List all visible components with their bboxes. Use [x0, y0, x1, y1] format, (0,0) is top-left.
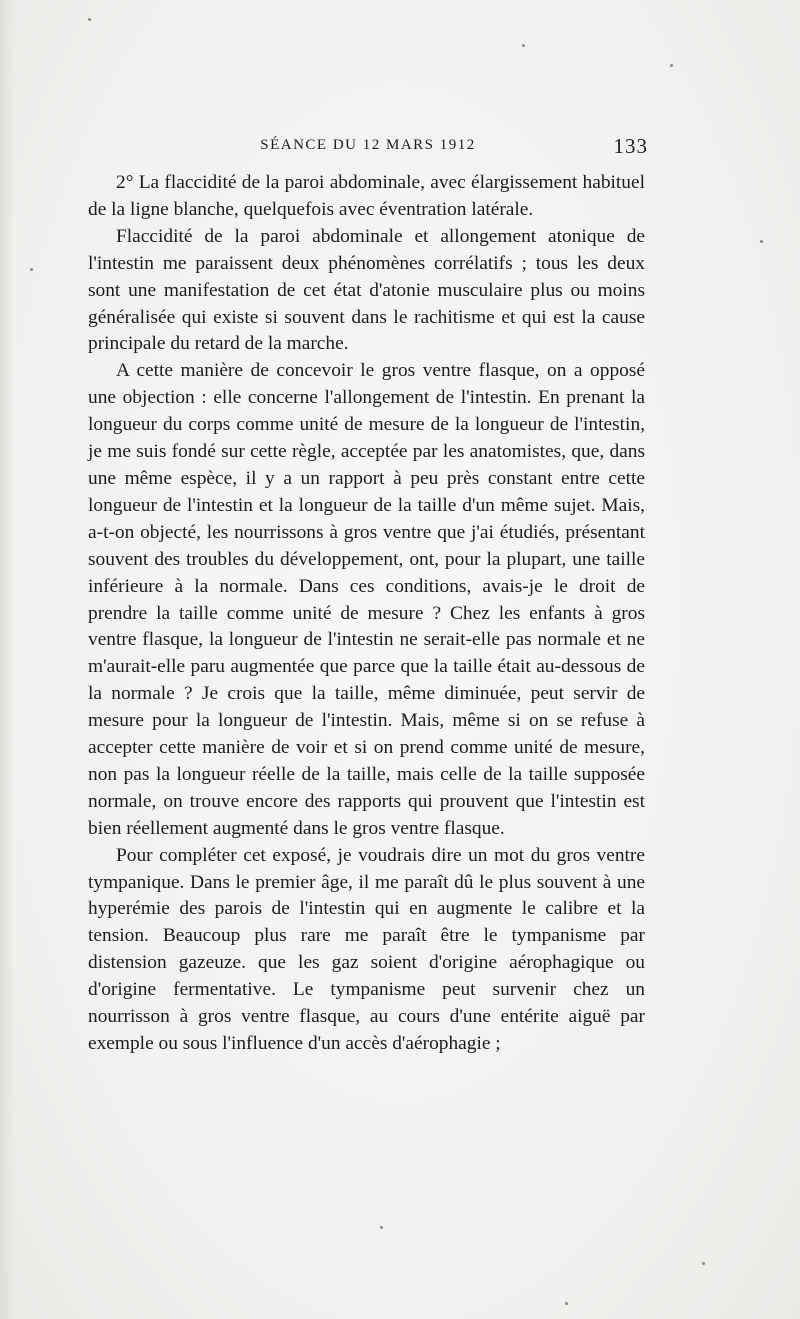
- paper-speck: [380, 1226, 383, 1229]
- paper-speck: [30, 268, 33, 271]
- paragraph: Pour compléter cet exposé, je voudrais dire un mot du gros ventre tympanique. Dans le premier âge, il me paraît dû le plus souvent à une hyperémie des parois de l'intestin qui en augmente le calibre et la tension. Beaucoup plus rare me paraît être le tympanisme par distension gazeuze. que les gaz soient d'origine aérophagique ou d'origine fermentative. Le tympanisme peut survenir chez un nourrisson à gros ventre flasque, au cours d'une entérite aiguë par exemple ou sous l'influence d'un accès d'aérophagie ;: [88, 844, 645, 1054]
- paragraph: A cette manière de concevoir le gros ventre flasque, on a opposé une objection : elle concerne l'allongement de l'intestin. En prenant la longueur du corps comme unité de mesure de la longueur de l'intestin, je me suis fondé sur cette règle, acceptée par les anatomistes, que, dans une même espèce, il y a un rapport à peu près constant entre cette longueur de l'intestin et la longueur de la taille d'un même sujet. Mais, a-t-on objecté, les nourrissons à gros ventre que j'ai étudiés, présentant souvent des troubles du développement, ont, pour la plupart, une taille inférieure à la normale. Dans ces conditions, avais-je le droit de prendre la taille comme unité de mesure ? Chez les enfants à gros ventre flasque, la longueur de l'intestin ne serait-elle pas normale et ne m'aurait-elle paru augmentée que parce que la taille était au-dessous de la normale ? Je crois que la taille, même diminuée, peut servir de mesure pour la longueur de l'intestin. Mais, même si on se refuse à accepter cette manière de voir et si on prend comme unité de mesure, non pas la longueur réelle de la taille, mais celle de la taille supposée normale, on trouve encore des rapports qui prouvent que l'intestin est bien réellement augmenté dans le gros ventre flasque.: [88, 360, 645, 839]
- paper-speck: [522, 44, 525, 47]
- paper-speck: [88, 18, 91, 21]
- page-gutter-shadow: [0, 0, 14, 1319]
- page-number: 133: [613, 134, 648, 158]
- header-title: SÉANCE DU 12 MARS 1912: [260, 137, 476, 153]
- running-header: [88, 134, 648, 158]
- paper-speck: [670, 64, 673, 67]
- paragraph: Flaccidité de la paroi abdominale et allongement atonique de l'intestin me paraissent deux phénomènes corrélatifs ; tous les deux sont une manifestation de cet état d'atonie musculaire plus ou moins généralisée qui existe si souvent dans le rachitisme et qui est la cause principale du retard de la marche.: [88, 225, 645, 355]
- paper-speck: [702, 1262, 705, 1265]
- paragraph: 2° La flaccidité de la paroi abdominale, avec élargissement habituel de la ligne blanche, quelquefois avec éventration latérale.: [88, 172, 645, 220]
- paper-speck: [565, 1302, 568, 1305]
- body-text: [88, 170, 645, 1058]
- paper-speck: [760, 240, 763, 243]
